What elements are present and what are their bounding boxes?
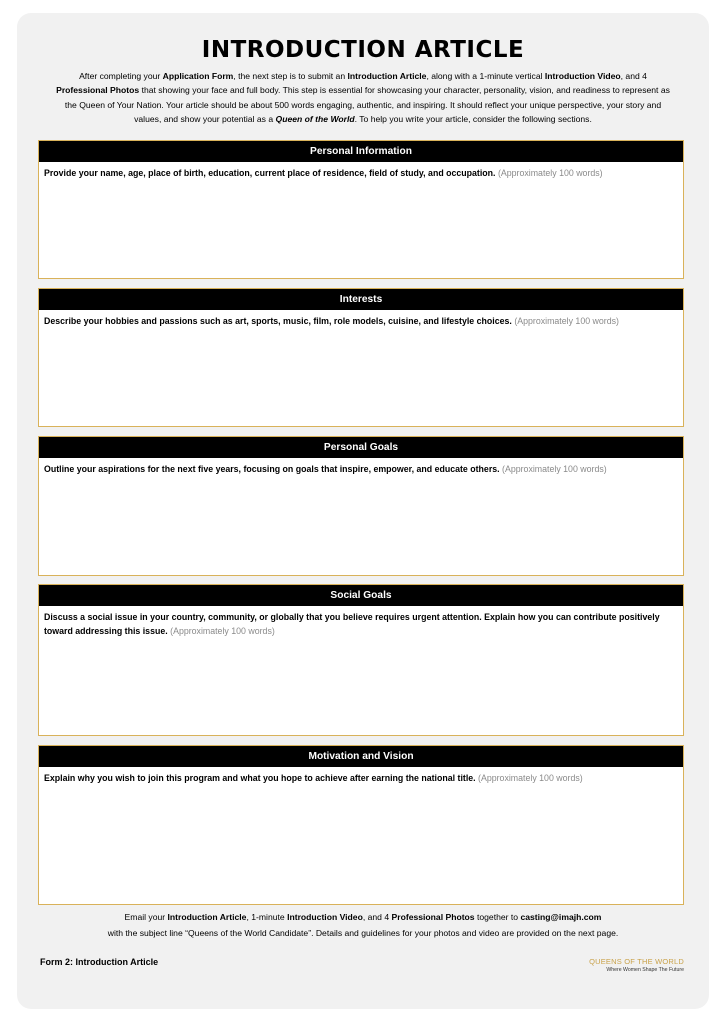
answer-field[interactable] [39,637,683,735]
section-personal-information [38,140,684,279]
section-header: Interests [39,289,683,310]
section-social-goals [38,584,684,736]
section-prompt: Outline your aspirations for the next five years, focusing on goals that inspire, empower, and educate others. (Approximately 100 words) [44,464,607,474]
answer-field[interactable] [39,327,683,426]
section-header: Social Goals [39,585,683,606]
answer-field[interactable] [39,179,683,278]
answer-field[interactable] [39,784,683,904]
section-header: Personal Information [39,141,683,162]
answer-field[interactable] [39,475,683,575]
brand-logo [589,957,684,973]
section-interests [38,288,684,427]
section-prompt: Describe your hobbies and passions such as art, sports, music, film, role models, cuisine, and lifestyle choices. (Approximately 100 words) [44,316,619,326]
brand-name: QUEENS OF THE WORLD [589,957,684,966]
section-header: Personal Goals [39,437,683,458]
section-header: Motivation and Vision [39,746,683,767]
form-label: Form 2: Introduction Article [40,957,159,967]
section-motivation-and-vision [38,745,684,905]
section-prompt: Discuss a social issue in your country, community, or globally that you believe requires urgent attention. Explain how you can contribute positively toward addressing this issue. (Approximately 100 words) [44,612,660,636]
brand-tagline: Where Women Shape The Future [606,967,684,973]
section-prompt: Provide your name, age, place of birth, education, current place of residence, field of study, and occupation. (Approximately 100 words) [44,168,603,178]
page-title: INTRODUCTION ARTICLE [201,37,525,63]
page-sheet [17,13,709,1009]
submission-instructions: Email your Introduction Article, 1-minute Introduction Video, and 4 Professional Photos together to casting@imajh.com with the subject line “Queens of the World Candidate”. Details and guidelines for your photos and video are provided on the next page. [107,912,619,938]
section-prompt: Explain why you wish to join this program and what you hope to achieve after earning the national title. (Approximately 100 words) [44,773,583,783]
section-personal-goals [38,436,684,576]
intro-paragraph: After completing your Application Form, the next step is to submit an Introduction Article, along with a 1-minute vertical Introduction Video, and 4 Professional Photos that showing your face and full body. This step is essential for showcasing your character, personality, vision, and readiness to represent as the Queen of Your Nation. Your article should be about 500 words engaging, authentic, and inspiring. It should reflect your unique perspective, your story and values, and show your potential as a Queen of the World. To help you write your article, consider the following sections. [56,71,670,124]
